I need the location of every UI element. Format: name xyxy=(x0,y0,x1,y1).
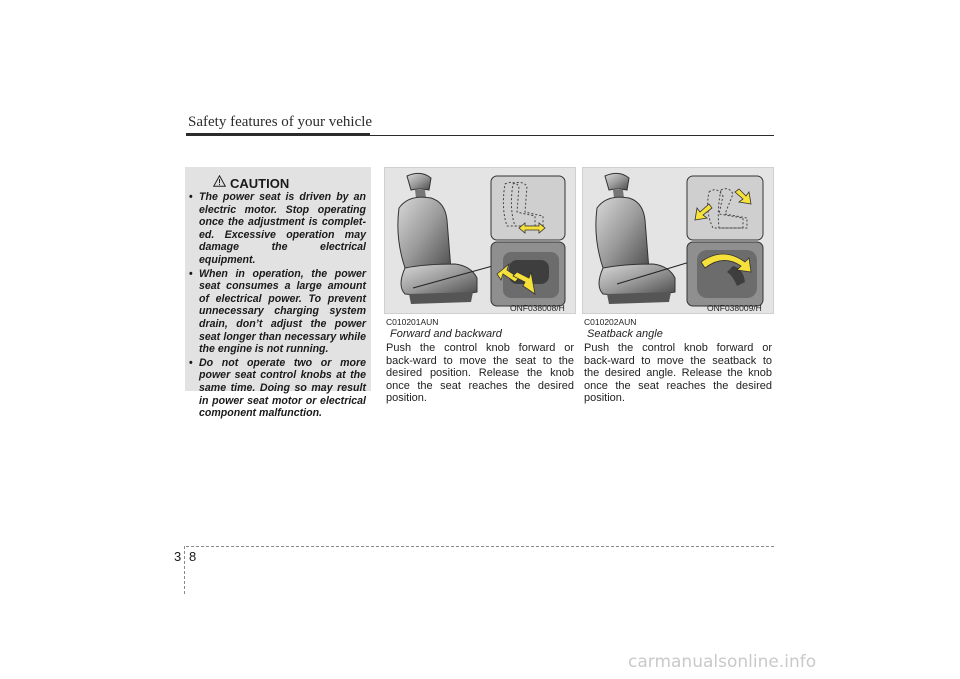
section-body: Push the control knob forward or back-ward to move the seat to the desired position. Release the knob once the seat reaches the desired position. xyxy=(386,342,574,404)
footer-vertical-rule xyxy=(184,546,185,594)
section-code: C010201AUN xyxy=(386,317,439,327)
section-title: Forward and backward xyxy=(390,328,502,340)
header-rule-accent xyxy=(186,133,370,136)
caution-item: • The power seat is driven by an electric motor. Stop operating once the adjustment is complet-ed. Excessive operation may damage the electrical equipment. xyxy=(189,191,366,266)
section-title: Seatback angle xyxy=(587,328,663,340)
seat-control-knob-inset xyxy=(491,242,565,306)
watermark: carmanualsonline.info xyxy=(628,652,817,672)
caution-item: • Do not operate two or more power seat control knobs at the same time. Doing so may result in power seat motor or electrical component malfunction. xyxy=(189,356,366,420)
caution-list xyxy=(189,191,366,421)
page-number: 8 xyxy=(189,549,197,564)
caution-title: CAUTION xyxy=(230,176,290,191)
seat-motion-inset xyxy=(491,176,565,240)
page-header-title: Safety features of your vehicle xyxy=(188,114,373,130)
seatback-angle-illustration xyxy=(582,167,774,314)
seatback-control-knob-inset xyxy=(687,242,763,306)
chapter-number: 3 xyxy=(174,549,182,564)
section-body: Push the control knob forward or back-ward to move the seatback to the desired angle. Release the knob once the seat reaches the desired position. xyxy=(584,342,772,404)
figure-code: ONF038009/H xyxy=(707,303,762,313)
caution-item: • When in operation, the power seat consumes a large amount of electrical power. To prevent unnecessary charging system drain, don’t adjust the power seat longer than necessary while the engine is not running. xyxy=(189,267,366,356)
footer-rule xyxy=(186,546,774,547)
figure-code: ONF038008/H xyxy=(510,303,565,313)
seatback-motion-inset xyxy=(687,176,763,240)
warning-triangle-icon xyxy=(213,175,226,187)
seat-forward-backward-illustration xyxy=(384,167,576,314)
section-code: C010202AUN xyxy=(584,317,637,327)
